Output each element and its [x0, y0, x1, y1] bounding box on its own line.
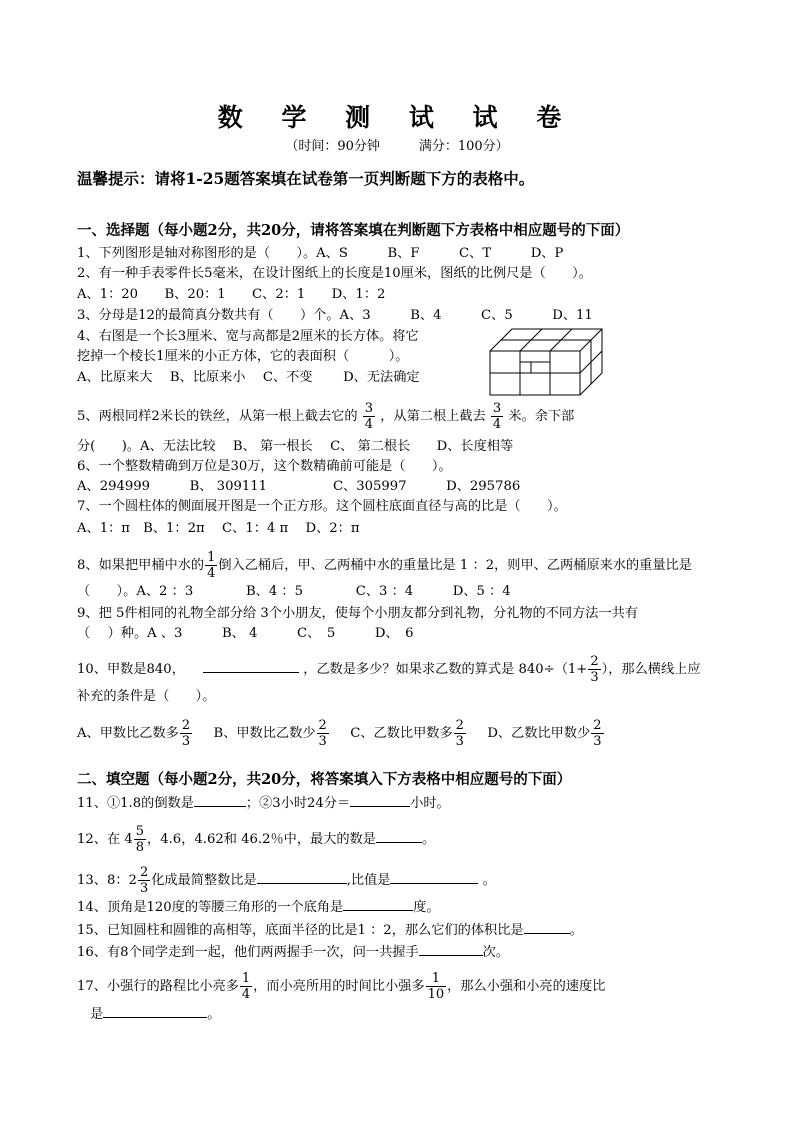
question-15-text-b: 。 [569, 923, 583, 938]
answer-blank [194, 794, 246, 807]
question-2-options: A、1：20 B、20：1 C、2：1 D、1：2 [77, 287, 386, 302]
fraction-numerator: 1 [426, 972, 447, 987]
fraction-one-quarter [205, 551, 217, 580]
question-7-options: A、1：π B、1：2π C、1：4 π D、2：π [77, 521, 360, 536]
option-label: A、甲数比乙数多 [77, 726, 179, 741]
question-4-line1: 4、右图是一个长3厘米、宽与高都是2厘米的长方体。将它 [77, 329, 419, 344]
answer-blank [343, 898, 413, 911]
question-9-line1: 9、把 5件相同的礼物全部分给 3个小朋友，使每个小朋友都分到礼物，分礼物的不同方法一共有 [77, 606, 639, 621]
question-12-text-b: ，4.6，4.62和 46.2％中，最大的数是 [147, 832, 376, 847]
fraction-numerator: 2 [139, 865, 149, 880]
question-10-text-a: 10、甲数是840， [77, 662, 185, 677]
q10-option-c [350, 718, 467, 749]
question-8-line1 [77, 551, 692, 580]
question-13-text-a: 13、8：2 [77, 873, 137, 888]
option-fraction [317, 719, 329, 748]
question-15 [77, 921, 583, 940]
q10-option-b [213, 718, 330, 749]
fraction-numerator: 5 [135, 824, 145, 839]
fraction-denominator: 8 [135, 840, 145, 855]
section1-heading: 一、选择题（每小题2分，共20分，请将答案填在判断题下方表格中相应题号的下面） [77, 222, 630, 239]
fraction-denominator: 3 [593, 734, 602, 749]
question-6: 6、一个整数精确到万位是30万，这个数精确前可能是（ ）。 [77, 459, 452, 474]
option-fraction [591, 719, 603, 748]
fraction-denominator: 10 [427, 987, 445, 1002]
answer-blank [203, 660, 299, 673]
fraction-denominator: 4 [207, 566, 216, 581]
question-4-options: A、比原来大 B、比原来小 C、不变 D、无法确定 [77, 370, 420, 385]
answer-blank [419, 943, 483, 956]
question-13 [77, 866, 496, 895]
question-10-text-b: ，乙数是多少？如果求乙数的算式是 840÷（1+ [303, 662, 588, 677]
question-13-text-c: ,比值是 [346, 873, 391, 888]
question-2: 2、有一种手表零件长5毫米，在设计图纸上的长度是10厘米，图纸的比例尺是（ ）。 [77, 266, 592, 281]
fraction-numerator: 2 [181, 718, 191, 733]
question-17-text-c: ，那么小强和小亮的速度比 [447, 979, 606, 994]
question-9-line2: （ ）种。A 、3 B、 4 C、 5 D、 6 [77, 626, 414, 641]
question-11 [77, 794, 450, 813]
tip-text: 温馨提示：请将1-25题答案填在试卷第一页判断题下方的表格中。 [77, 169, 535, 188]
question-5-text-a: 5、两根同样2米长的铁丝，从第一根上截去它的 [77, 409, 358, 424]
question-17-text-d: 是 [90, 1007, 104, 1022]
question-13-text-b: 化成最简整数比是 [151, 873, 257, 888]
question-14-text-b: 度。 [413, 900, 440, 915]
fraction-three-quarters [363, 402, 375, 431]
fraction-denominator: 3 [455, 734, 464, 749]
fraction-numerator: 2 [593, 718, 602, 733]
question-15-text-a: 15、已知圆柱和圆锥的高相等，底面半径的比是1 ：2，那么它们的体积比是 [77, 923, 524, 938]
fraction-numerator: 3 [364, 401, 374, 416]
option-label: B、甲数比乙数少 [213, 726, 316, 741]
exam-subtitle: （时间：90分钟 满分：100分） [285, 139, 509, 154]
question-5-line1 [77, 402, 574, 431]
option-label: C、乙数比甲数多 [350, 726, 453, 741]
question-8-text-b: 倒入乙桶后，甲、乙两桶中水的重量比是 1 ：2，则甲、乙两桶原来水的重量比是 [218, 558, 692, 573]
question-3: 3、分母是12的最简真分数共有（ ）个。A、3 B、4 C、5 D、11 [77, 308, 593, 323]
question-17-line1 [77, 972, 605, 1001]
fraction-three-quarters-2 [491, 402, 503, 431]
question-11-text-b: ；②3小时24分＝ [245, 796, 351, 811]
answer-blank [390, 871, 478, 884]
fraction-numerator: 1 [207, 550, 216, 565]
option-label: D、乙数比甲数少 [487, 726, 591, 741]
exam-title: 数 学 测 试 试 卷 [217, 103, 577, 132]
fraction-numerator: 2 [318, 718, 327, 733]
question-5-line2: 分( )。A、无法比较 B、 第一根长 C、 第二根长 D、长度相等 [77, 439, 514, 454]
question-12 [77, 825, 435, 854]
fraction-denominator: 4 [364, 417, 374, 432]
fraction-five-eighths [134, 825, 146, 854]
fraction-one-quarter-q17 [240, 972, 252, 1001]
question-10-line1 [77, 655, 701, 684]
question-12-text-a: 12、在 4 [77, 832, 133, 847]
question-17-text-e: 。 [207, 1007, 221, 1022]
fraction-denominator: 4 [492, 417, 502, 432]
question-4-line2: 挖掉一个棱长1厘米的小正方体，它的表面积（ ）。 [77, 349, 409, 364]
question-1: 1、下列图形是轴对称图形的是（ ）。A、S B、F C、T D、P [77, 246, 564, 261]
section2-heading: 二、填空题（每小题2分，共20分，将答案填入下方表格中相应题号的下面） [77, 771, 572, 788]
question-16 [77, 943, 509, 962]
question-10-options [77, 719, 605, 748]
answer-blank [376, 830, 422, 843]
question-16-text-a: 16、有8个同学走到一起，他们两两握手一次，问一共握手 [77, 945, 419, 960]
fraction-denominator: 3 [181, 734, 191, 749]
question-10-text-c: ），那么横线上应 [601, 662, 701, 677]
fraction-two-thirds-mixed [138, 866, 150, 895]
cuboid-figure [486, 326, 604, 399]
answer-blank [524, 921, 570, 934]
question-14 [77, 898, 440, 917]
fraction-numerator: 3 [492, 401, 502, 416]
question-12-text-c: 。 [421, 832, 436, 847]
answer-blank [103, 1005, 207, 1018]
question-8-text-a: 8、如果把甲桶中水的 [77, 558, 205, 573]
fraction-denominator: 3 [590, 670, 599, 685]
question-16-text-b: 次。 [482, 945, 510, 960]
fraction-denominator: 3 [139, 881, 149, 896]
fraction-two-thirds [588, 655, 600, 684]
fraction-numerator: 1 [241, 971, 251, 986]
question-11-text-a: 11、①1.8的倒数是 [77, 796, 194, 811]
question-5-text-c: 米。余下部 [508, 409, 575, 424]
question-7: 7、一个圆柱体的侧面展开图是一个正方形。这个圆柱底面直径与高的比是（ ）。 [77, 499, 567, 514]
question-17-text-b: ，而小亮所用的时间比小强多 [253, 979, 425, 994]
fraction-denominator: 4 [241, 987, 251, 1002]
question-17-text-a: 17、小强行的路程比小亮多 [77, 979, 239, 994]
fraction-denominator: 3 [318, 734, 327, 749]
fraction-numerator: 2 [590, 654, 599, 669]
question-8-options: （ ）。A、2 ：3 B、4 ：5 C、3 ：4 D、5 ：4 [77, 584, 511, 599]
question-13-text-d: 。 [478, 873, 496, 888]
answer-blank [350, 794, 410, 807]
q10-option-d [487, 718, 604, 749]
question-11-text-c: 小时。 [410, 796, 450, 811]
fraction-one-tenth [426, 972, 447, 1001]
option-fraction [180, 719, 192, 748]
question-10-line2: 补充的条件是（ ）。 [77, 689, 216, 704]
fraction-numerator: 2 [455, 718, 464, 733]
question-17-line2 [90, 1005, 220, 1024]
question-6-options: A、294999 B、 309111 C、305997 D、295786 [77, 479, 521, 494]
answer-blank [257, 871, 347, 884]
question-14-text-a: 14、顶角是120度的等腰三角形的一个底角是 [77, 900, 344, 915]
q10-option-a [77, 718, 193, 749]
option-fraction [454, 719, 466, 748]
question-5-text-b: ，从第二根上截去 [380, 409, 486, 424]
